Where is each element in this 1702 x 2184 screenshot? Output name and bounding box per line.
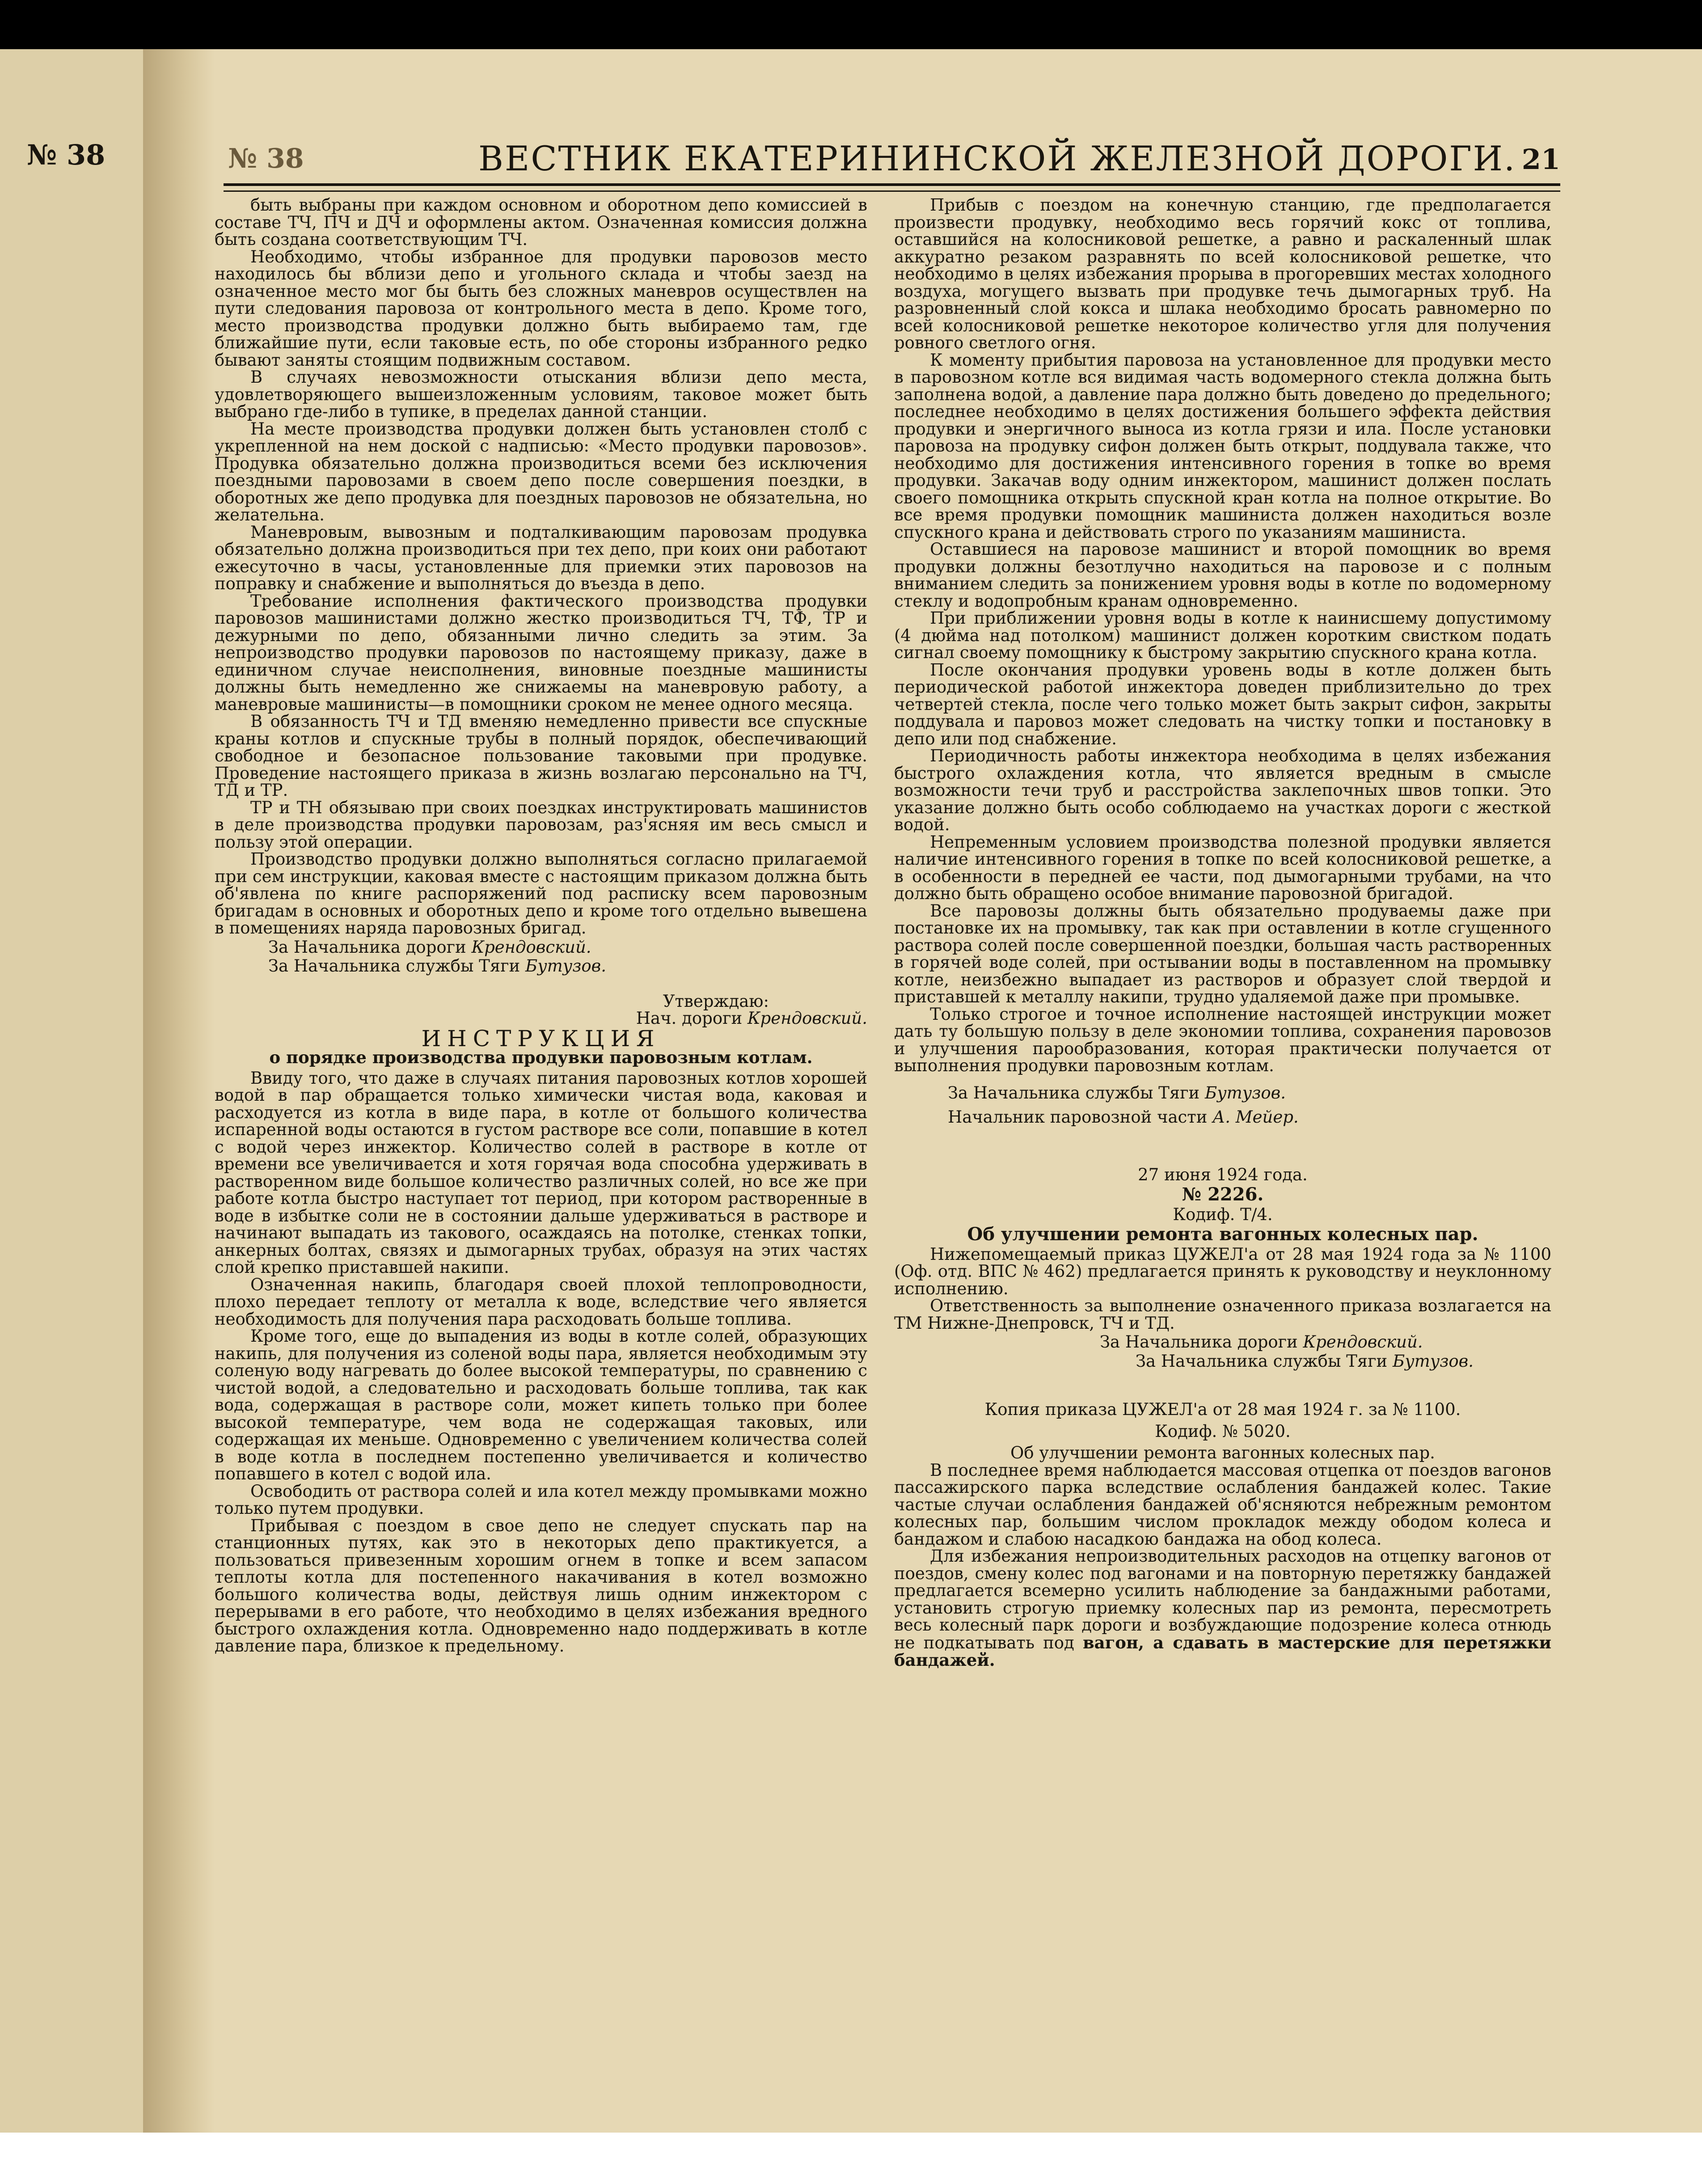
order-codif: Кодиф. Т/4. [1173, 1204, 1273, 1224]
paragraph: Нижепомещаемый приказ ЦУЖЕЛ'а от 28 мая 1924 года за № 1100 (Оф. отд. ВПС № 462) предлагается принять к руководству и неуклонному исполнению. [894, 1244, 1551, 1298]
signature-title: За Начальника службы Тяги [1136, 1351, 1388, 1371]
left-column [215, 197, 867, 1655]
signature-title: За Начальника службы Тяги [268, 956, 520, 976]
paragraph: Оставшиеся на паровозе машинист и второй помощник во время продувки должны безотлучно находиться на паровозе и с полным вниманием следить за понижением уровня воды в котле по водомерному стеклу и водопробным кранам одновременно. [894, 540, 1551, 611]
approval-title: Нач. дороги [636, 1009, 743, 1028]
order-title: Об улучшении ремонта вагонных колесных пар. [967, 1224, 1478, 1245]
paragraph: После окончания продувки уровень воды в котле должен быть периодической работой инжектора доведен приблизительно до трех четвертей стекла, после чего только может быть закрыт сифон, закрыты поддувала и паровоз может следовать на чистку топки и постановку в депо или под снабжение. [894, 660, 1551, 748]
signature-name: Крендовский. [1303, 1332, 1423, 1352]
signature-title: За Начальника службы Тяги [948, 1083, 1200, 1103]
scan-border-top [0, 0, 1702, 49]
paragraph: Периодичность работы инжектора необходима в целях избежания быстрого охлаждения котла, что является вредным в смысле возможности течи труб и расстройства заклепочных швов топки. Это указание должно быть особо соблюдаемо на участках дороги с жесткой водой. [894, 746, 1551, 834]
newspaper-page [210, 49, 1702, 2133]
paragraph: В случаях невозможности отыскания вблизи депо места, удовлетворяющего вышеизложенным условиям, таковое может быть выбрано где-либо в тупике, в пределах данной станции. [215, 368, 867, 421]
copy-codif: Кодиф. № 5020. [1155, 1421, 1291, 1441]
approval-signature [215, 1010, 867, 1027]
signature-name: А. Мейер. [1212, 1107, 1299, 1127]
signature-line [1136, 1353, 1551, 1370]
paragraph: Маневровым, вывозным и подталкивающим паровозам продувка обязательно должна производиться при тех депо, при коих они работают ежесуточно в часы, установленные для приемки этих паровозов на поправку и снабжение и выполняться до въезда в депо. [215, 522, 867, 593]
paragraph: Означенная накипь, благодаря своей плохой теплопроводности, плохо передает теплоту от металла к воде, вследствие чего является необходимость для получения пара расходовать больше топлива. [215, 1275, 867, 1329]
paragraph: Освободить от раствора солей и ила котел между промывками можно только путем продувки. [215, 1481, 867, 1518]
signature-line [948, 1085, 1551, 1102]
signature-title: За Начальника дороги [268, 937, 466, 957]
book-gutter [143, 49, 215, 2133]
order-number: № 2226. [1182, 1184, 1264, 1205]
signature-line [268, 939, 867, 956]
signature-line [268, 958, 867, 975]
paragraph: В последнее время наблюдается массовая отцепка от поездов вагонов пассажирского парка вследствие ослабления бандажей колес. Такие частые случаи ослабления бандажей об'ясняются небрежным ремонтом колесных пар, большим числом прокладок между ободом колеса и бандажом и слабою насадкою бандажа на обод колеса. [894, 1460, 1551, 1549]
paragraph: К моменту прибытия паровоза на установленное для продувки место в паровозном котле вся видимая часть водомерного стекла должна быть заполнена водой, а давление пара должно быть доведено до предельного; последнее необходимо в целях достижения большего эффекта действия продувки и энергичного выноса из котла грязи и ила. После установки паровоза на продувку сифон должен быть открыт, поддувала также, что необходимо для достижения интенсивного горения в топке во время продувки. Закачав воду одним инжектором, машинист должен послать своего помощника открыть спускной кран котла на полное открытие. Во все время продувки помощник машиниста должен находиться возле спускного крана и действовать строго по указаниям машиниста. [894, 350, 1551, 542]
signature-name: Крендовский. [471, 937, 591, 957]
page-number: 21 [1521, 143, 1560, 176]
paragraph: В обязанность ТЧ и ТД вменяю немедленно привести все спускные краны котлов и спускные трубы в полный порядок, обеспечивающий свободное и безопасное пользование таковыми при продувке. Проведение настоящего приказа в жизнь возлагаю персонально на ТЧ, ТД и ТР. [215, 712, 867, 800]
paragraph: Непременным условием производства полезной продувки является наличие интенсивного горения в топке по всей колосниковой решетке, а в особенности в передней ее части, под дымогарными трубами, на что должно быть обращено особое внимание паровозной бригадой. [894, 832, 1551, 903]
paragraph: Только строгое и точное исполнение настоящей инструкции может дать ту большую пользу в деле экономии топлива, сохранения паровозов и улучшения парообразования, которая практически получается от выполнения продувки паровозным котлам. [894, 1004, 1551, 1075]
order-date: 27 июня 1924 года. [1138, 1165, 1308, 1184]
paragraph-bold-text: вагон, а сдавать в мастерские для перетяжки бандажей. [894, 1632, 1552, 1670]
approval-name: Крендовский. [747, 1009, 867, 1028]
issue-number: № 38 [228, 143, 304, 174]
paragraph: Необходимо, чтобы избранное для продувки паровозов место находилось бы вблизи депо и угольного склада и чтобы заезд на означенное место мог бы быть без сложных маневров осуществлен на пути следования паровоза от контрольного места в депо. Кроме того, место производства продувки должно быть выбираемо там, где ближайшие пути, если таковые есть, по обе стороны избранного редко бывают заняты стоящим подвижным составом. [215, 247, 867, 370]
signature-line [1100, 1334, 1551, 1351]
paragraph: Все паровозы должны быть обязательно продуваемы даже при постановке их на промывку, так как при оставлении в котле сгущенного раствора солей после совершенной поездки, большая часть растворенных в горячей воде солей, при остывании воды в поставленном на промывку котле, неизбежно выпадает из растворов и образует слой твердой и приставшей к металлу накипи, трудно удаляемой даже при промывке. [894, 901, 1551, 1006]
paragraph: Прибыв с поездом на конечную станцию, где предполагается произвести продувку, необходимо весь горячий кокс от топлива, оставшийся на колосниковой решетке, а равно и раскаленный шлак аккуратно резаком разравнять по всей колосниковой решетке, что необходимо в целях избежания прорыва в прогоревших местах холодного воздуха, могущего вызвать при продувке течь дымогарных труб. На разровненный слой кокса и шлака необходимо бросать равномерно по всей колосниковой решетке некоторое количество угля для получения ровного светлого огня. [894, 195, 1551, 352]
paragraph: Требование исполнения фактического производства продувки паровозов машинистами должно жестко производиться ТЧ, ТФ, ТР и дежурными по депо, обязанными лично следить за этим. За непроизводство продувки паровозов по настоящему приказу, даже в единичном случае неисполнения, виновные поездные машинисты должны быть немедленно же снижаемы на маневровую работу, а маневровые машинисты—в помощники сроком не менее одного месяца. [215, 591, 867, 714]
copy-title: Копия приказа ЦУЖЕЛ'а от 28 мая 1924 г. за № 1100. [984, 1400, 1461, 1419]
previous-page-number: № 38 [27, 139, 106, 171]
signature-name: Бутузов. [525, 956, 606, 976]
signature-line [948, 1109, 1551, 1126]
paragraph [894, 1548, 1551, 1669]
previous-page-edge [0, 49, 156, 2133]
paragraph: Кроме того, еще до выпадения из воды в котле солей, образующих накипь, для получения из соленой воды пара, является необходимым эту соленую воду нагревать до более высокой температуры, по сравнению с чистой водой, а следовательно и расходовать больше топлива, так как вода, содержащая в растворе соли, может кипеть только при более высокой температуре, чем вода не содержащая таковых, или содержащая их меньше. Одновременно с увеличением количества солей в воде котла в последнем постепенно увеличивается и количество попавшего в котел с водой ила. [215, 1326, 867, 1483]
instruction-title: ИНСТРУКЦИЯ [421, 1025, 661, 1052]
page-header [228, 139, 1560, 179]
signature-title: Начальник паровозной части [948, 1107, 1208, 1127]
signature-title: За Начальника дороги [1100, 1332, 1298, 1352]
newspaper-title: ВЕСТНИК ЕКАТЕРИНИНСКОЙ ЖЕЛЕЗНОЙ ДОРОГИ. [478, 139, 1516, 178]
paragraph: Ввиду того, что даже в случаях питания паровозных котлов хорошей водой в пар обращается только химически чистая вода, каковая и расходуется из котла в виде пара, в котле от большого количества испаренной воды остаются в густом растворе все соли, попавшие в котел с водой через инжектор. Количество солей в растворе в котле от времени все увеличивается и хотя горячая вода способна удерживать в растворенном виде большое количество различных солей, но все же при работе котла быстро наступает тот период, при котором растворенные в воде в избытке соли не в состоянии дальше удерживаться в растворе и начинают выпадать из такового, осаждаясь на потолке, стенках топки, анкерных болтах, связях и дымогарных трубах, образуя на этих частях слой крепко приставшей накипи. [215, 1068, 867, 1277]
paragraph: На месте производства продувки должен быть установлен столб с укрепленной на нем доской с надписью: «Место продувки паровозов». Продувка обязательно должна производиться всеми без исключения поездными паровозами в своем депо после совершения поездки, в оборотных же депо продувка для поездных паровозов не обязательна, но желательна. [215, 419, 867, 524]
paragraph-text: Для избежания непроизводительных расходов на отцепку вагонов от поездов, смену колес под вагонами и на повторную перетяжку бандажей предлагается всемерно усилить наблюдение за бандажными работами, установить строгую приемку колесных пар из ремонта, пересмотреть весь колесный парк дороги и возбуждающие подозрение колеса отнюдь не подкатывать под [894, 1546, 1551, 1652]
approval-line: Утверждаю: [663, 991, 769, 1011]
right-column [894, 197, 1551, 1669]
paragraph: Ответственность за выполнение означенного приказа возлагается на ТМ Нижне-Днепровск, ТЧ и ТД. [894, 1296, 1551, 1333]
paragraph: ТР и ТН обязываю при своих поездках инструктировать машинистов в деле производства продувки паровозам, раз'ясняя им весь смысл и пользу этой операции. [215, 798, 867, 852]
paragraph: Прибывая с поездом в свое депо не следует спускать пар на станционных путях, как это в некоторых депо практикуется, а пользоваться привезенным хорошим огнем в топке и всем запасом теплоты котла для постепенного накачивания в котел возможно большого количества воды, действуя лишь одним инжектором с перерывами в его работе, что необходимо в целях избежания вредного быстрого охлаждения котла. Одновременно надо поддерживать в котле давление пара, близкое к предельному. [215, 1516, 867, 1656]
paragraph: Производство продувки должно выполняться согласно прилагаемой при сем инструкции, каковая вместе с настоящим приказом должна быть об'явлена по книге распоряжений под расписку всем паровозным бригадам в основных и оборотных депо и кроме того отдельно вывешена в помещениях наряда паровозных бригад. [215, 849, 867, 938]
copy-subtitle: Об улучшении ремонта вагонных колесных пар. [1010, 1443, 1435, 1462]
paragraph: быть выбраны при каждом основном и оборотном депо комиссией в составе ТЧ, ПЧ и ДЧ и оформлены актом. Означенная комиссия должна быть создана соответствующим ТЧ. [215, 195, 867, 249]
paragraph: При приближении уровня воды в котле к наинисшему допустимому (4 дюйма над потолком) машинист должен коротким свистком подать сигнал своему помощнику к быстрому закрытию спускного крана котла. [894, 608, 1551, 662]
instruction-subtitle: о порядке производства продувки паровозным котлам. [269, 1048, 813, 1067]
header-rule [224, 183, 1560, 192]
signature-name: Бутузов. [1205, 1083, 1286, 1103]
signature-name: Бутузов. [1393, 1351, 1474, 1371]
